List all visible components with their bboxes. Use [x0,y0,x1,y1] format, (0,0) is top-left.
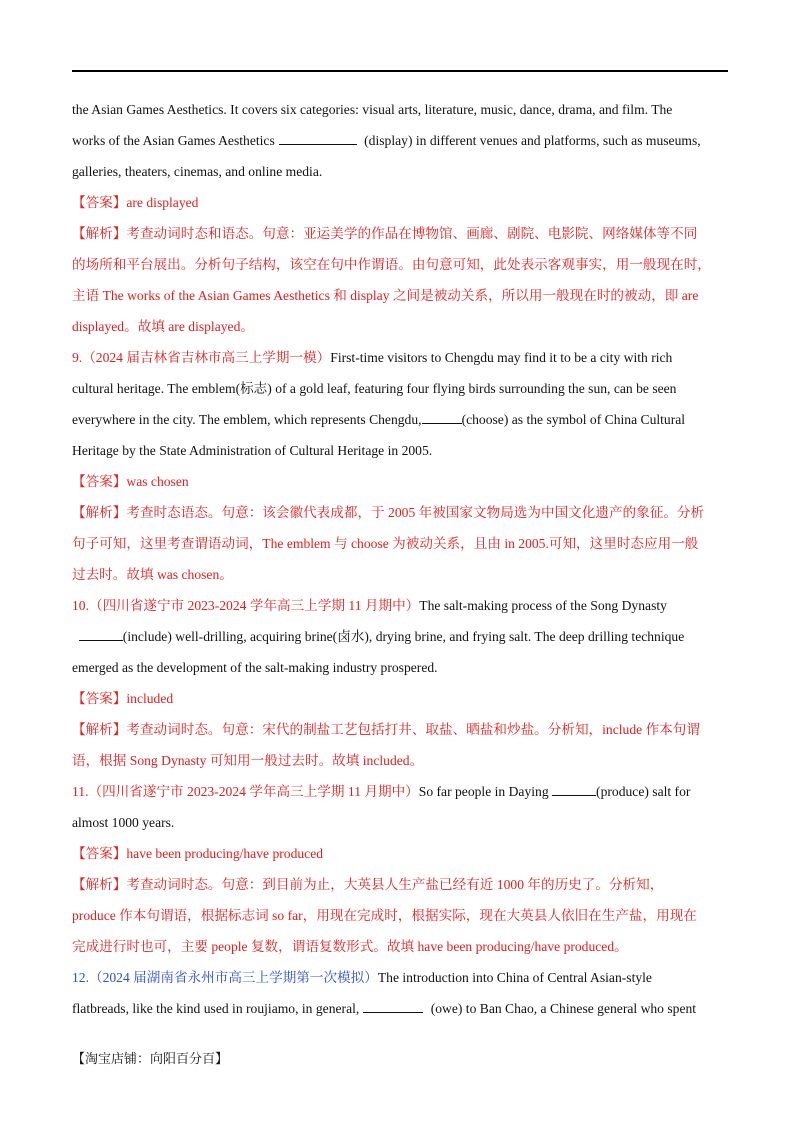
document-body [72,94,728,1024]
q12-source: 12.（2024 届湖南省永州市高三上学期第一次模拟） [72,970,378,985]
q9-source: 9.（2024 届吉林省吉林市高三上学期一模） [72,350,331,365]
blank-q9 [422,411,462,424]
header-rule [72,70,728,72]
q8-line3: galleries, theaters, cinemas, and online media. [72,164,323,179]
page-footer: 【淘宝店铺：向阳百分百】 [72,1052,229,1067]
blank-q8 [279,132,357,145]
q9-stem: 9.（2024 届吉林省吉林市高三上学期一模）First-time visitors to Chengdu may find it to be a city with rich cultural heritage. The emblem(标志) of a gold leaf, featuring four flying birds surrounding the sun, can be seen everywhere in the city. The emblem, which represents Chengdu, (choose) as the symbol of China Cultural Heritage by the State Administration of Cultural Heritage in 2005. [72,350,686,458]
q11-stem: 11.（四川省遂宁市 2023-2024 学年高三上学期 11 月期中）So far people in Daying (produce) salt for almost 1000 years. [72,784,691,830]
q10-source: 10.（四川省遂宁市 2023-2024 学年高三上学期 11 月期中） [72,598,420,613]
blank-q10 [79,628,123,641]
blank-q11 [552,783,596,796]
q11-source: 11.（四川省遂宁市 2023-2024 学年高三上学期 11 月期中） [72,784,419,799]
q10-analysis: 【解析】考查动词时态。句意：宋代的制盐工艺包括打井、取盐、晒盐和炒盐。分析知，include 作本句谓 语，根据 Song Dynasty 可知用一般过去时。故填 included。 [72,722,700,768]
q10-answer: 【答案】included [72,691,174,706]
q10-stem: 10.（四川省遂宁市 2023-2024 学年高三上学期 11 月期中）The salt-making process of the Song Dynasty (include) well-drilling, acquiring brine(卤水), drying brine, and frying salt. The deep drilling technique emerged as the development of the salt-making industry prospered. [72,598,685,675]
q11-answer: 【答案】have been producing/have produced [72,846,324,861]
q8-line2: works of the Asian Games Aesthetics (display) in different venues and platforms, such as museums, [72,133,701,148]
q9-analysis: 【解析】考查时态语态。句意：该会徽代表成都，于 2005 年被国家文物局选为中国文化遗产的象征。分析 句子可知，这里考查谓语动词，The emblem 与 choose 为被动关系，且由 in 2005.可知，这里时态应用一般 过去时。故填 was chosen。 [72,505,705,582]
q11-analysis: 【解析】考查动词时态。句意：到目前为止，大英县人生产盐已经有近 1000 年的历史了。分析知， produce 作本句谓语，根据标志词 so far，用现在完成时，根据实际，现在大英县人依旧在生产盐，用现在 完成进行时也可，主要 people 复数，谓语复数形式。故填 have been producing/have produced。 [72,877,697,954]
q8-answer: 【答案】are displayed [72,195,199,210]
q9-answer: 【答案】was chosen [72,474,189,489]
q8-analysis: 【解析】考查动词时态和语态。句意：亚运美学的作品在博物馆、画廊、剧院、电影院、网络媒体等不同 的场所和平台展出。分析句子结构，该空在句中作谓语。由句意可知，此处表示客观事实，用一般现在时， 主语 The works of the Asian Games Aesthetics 和 display 之间是被动关系，所以用一般现在时的被动，即 are displayed。故填 are displayed。 [72,226,711,334]
q12-stem: 12.（2024 届湖南省永州市高三上学期第一次模拟）The introduction into China of Central Asian-style flatbreads, like the kind used in roujiamo, in general, (owe) to Ban Chao, a Chinese general who spent [72,970,697,1016]
blank-q12 [363,1000,423,1013]
q8-line1: the Asian Games Aesthetics. It covers six categories: visual arts, literature, music, dance, drama, and film. The [72,102,673,117]
